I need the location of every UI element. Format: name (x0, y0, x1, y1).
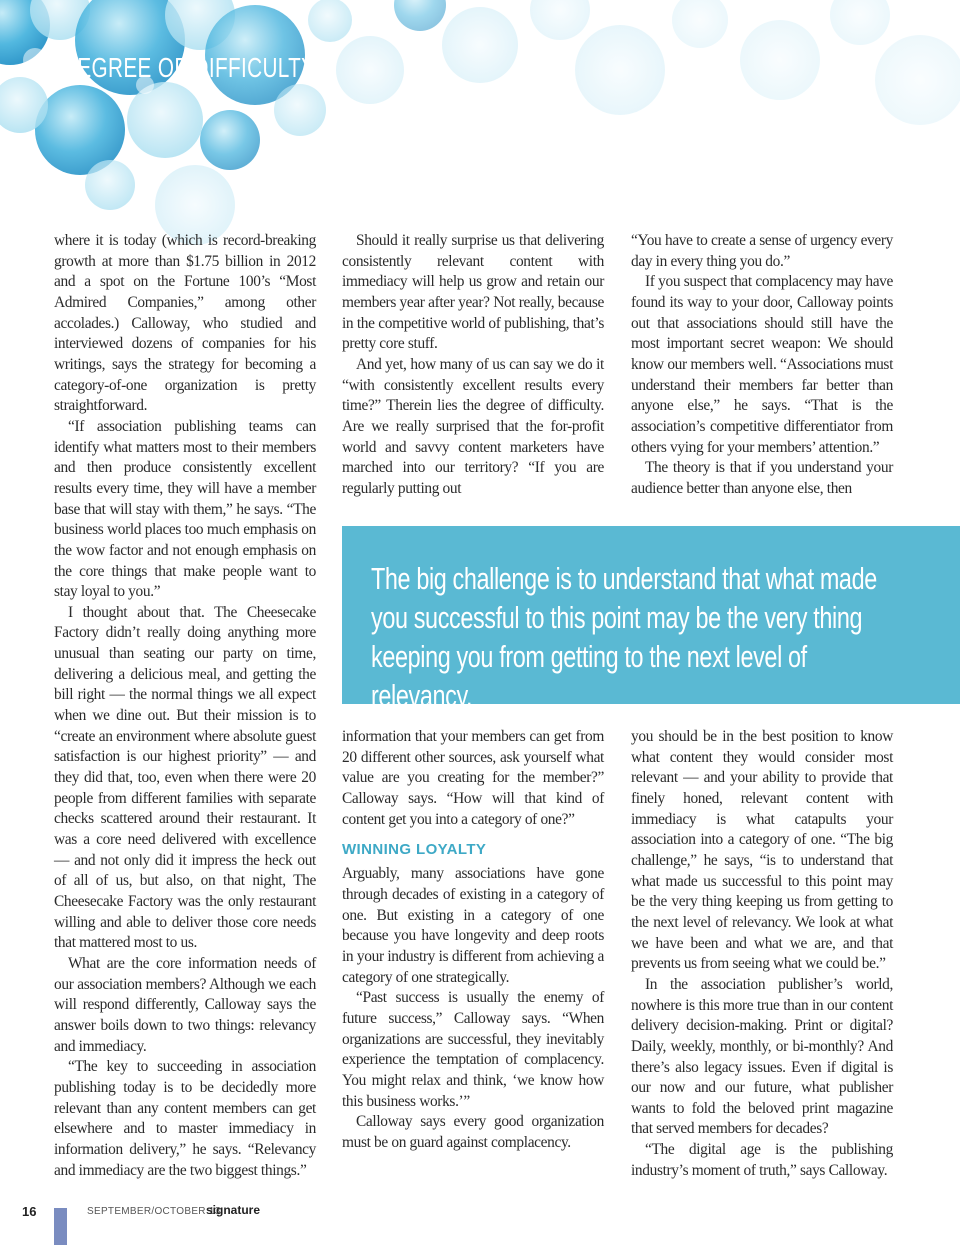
pull-quote (342, 526, 960, 713)
paragraph: And yet, how many of us can say we do it “with consistently excellent results every time?” Therein lies the degree of difficulty. Are we really surprised that the for-profit world and savvy content marketers have marched into our territory? “If you are regularly putting out (342, 355, 604, 497)
paragraph: The theory is that if you understand your audience better than anyone else, then (631, 459, 893, 497)
paragraph: where it is today (which is record-breaking growth at more than $1.75 billion in 2012 and a spot on the Fortune 100’s “Most Admired Companies,” among other accolades.) Calloway, who studied and interviewed dozens of companies for his writings, says the strategy for becoming a category-of-one organization is pretty straightforward. (54, 232, 316, 415)
paragraph: “The key to succeeding in association publishing today is to be decidedly more relevant than any content members can get elsewhere and to master immediacy in information delivery,” he says. “Relevancy and immediacy are the two biggest things.” (54, 1058, 316, 1179)
issue-date: SEPTEMBER/OCTOBER 13 (87, 1206, 221, 1217)
paragraph: “If association publishing teams can identify what matters most to their members and then produce consistently excellent results every time, they will have a member base that will stay with them,” he says. “The business world places too much emphasis on the wow factor and not enough emphasis on the core things that make people want to stay loyal to you.” (54, 417, 316, 601)
pull-quote-text: The big challenge is to understand that what made you successful to this point may be the very thing keeping you from getting to the next level of relevancy. (371, 561, 877, 713)
paragraph: What are the core information needs of our association members? Although we each will respond differently, Calloway says the answer boils down to two things: relevancy and immediacy. (54, 954, 316, 1055)
paragraph: If you suspect that complacency may have found its way to your door, Calloway points out that associations should still have the most important secret weapon: We should know our members well. “Associations must understand their members far better than anyone else,” he says. “That is the association’s competitive differentiator from others vying for your members’ attention.” (631, 273, 893, 456)
article-column-3-lower (631, 727, 893, 1181)
paragraph: I thought about that. The Cheesecake Factory didn’t really doing anything more unusual than seating our party on time, delivering a delicious meal, and getting the bill right — the normal things we all expect when we dine out. But their mission is to “create an environment where absolute guest satisfaction is our highest priority” — and they did that, too, even when there were 20 people from different families with separate checks scattered around their restaurant. It was a core need delivered with excellence — and not only did it impress the heck out of all of us, but also, on that night, The Cheesecake Factory was the only restaurant willing and able to deliver those core needs that mattered most to us. (54, 603, 316, 952)
section-title: DEGREE OF DIFFICULTY (62, 52, 316, 83)
article-column-2 (342, 231, 604, 500)
subhead-winning-loyalty: WINNING LOYALTY (342, 841, 487, 859)
paragraph: “The digital age is the publishing industry’s moment of truth,” says Calloway. (631, 1141, 893, 1179)
article-column-2-lower (342, 727, 604, 1153)
footer-accent-bar (54, 1208, 67, 1245)
paragraph: “Past success is usually the enemy of future success,” Calloway says. “When organizations are successful, they inevitably experience the temptation of complacency. You might relax and think, ‘we know how this business works.’” (342, 989, 604, 1110)
paragraph: Arguably, many associations have gone through decades of existing in a category of one. But existing in a category of one because you have longevity and deep roots in your industry is different from achieving a category of one strategically. (342, 865, 604, 986)
article-column-3 (631, 231, 893, 500)
paragraph: Calloway says every good organization must be on guard against complacency. (342, 1113, 604, 1151)
magazine-name: signature (206, 1203, 261, 1217)
paragraph: information that your members can get from 20 different other sources, ask yourself what value are you creating for the member?” Calloway says. “How will that kind of content get you into a category of one?” (342, 728, 604, 828)
bubble-graphic (0, 0, 960, 260)
paragraph: In the association publisher’s world, nowhere is this more true than in our content delivery decision-making. Print or digital? Daily, weekly, monthly, or bi-monthly? And there’s also legacy issues. Even if digital is our now and our future, what publisher wants to fold the beloved print magazine that served members for decades? (631, 975, 893, 1138)
paragraph: you should be in the best position to know what content they would consider most relevant — and your ability to provide that finely honed, relevant content with immediacy is what catapults your association into a category of one. “The big challenge,” he says, “is to understand that what made us successful to this point may be the very thing keeping us from getting to the next level of relevancy. We look at what we have been and what we are, and that prevents us from seeing what we could be.” (631, 728, 893, 973)
paragraph: Should it really surprise us that delivering consistently relevant content with immediacy will help us grow and retain our members year after year? Not really, because in the competitive world of publishing, that’s pretty core stuff. (342, 232, 604, 353)
paragraph: “You have to create a sense of urgency every day in every thing you do.” (631, 232, 893, 270)
article-column-1 (54, 231, 316, 1181)
page-number: 16 (22, 1204, 37, 1219)
